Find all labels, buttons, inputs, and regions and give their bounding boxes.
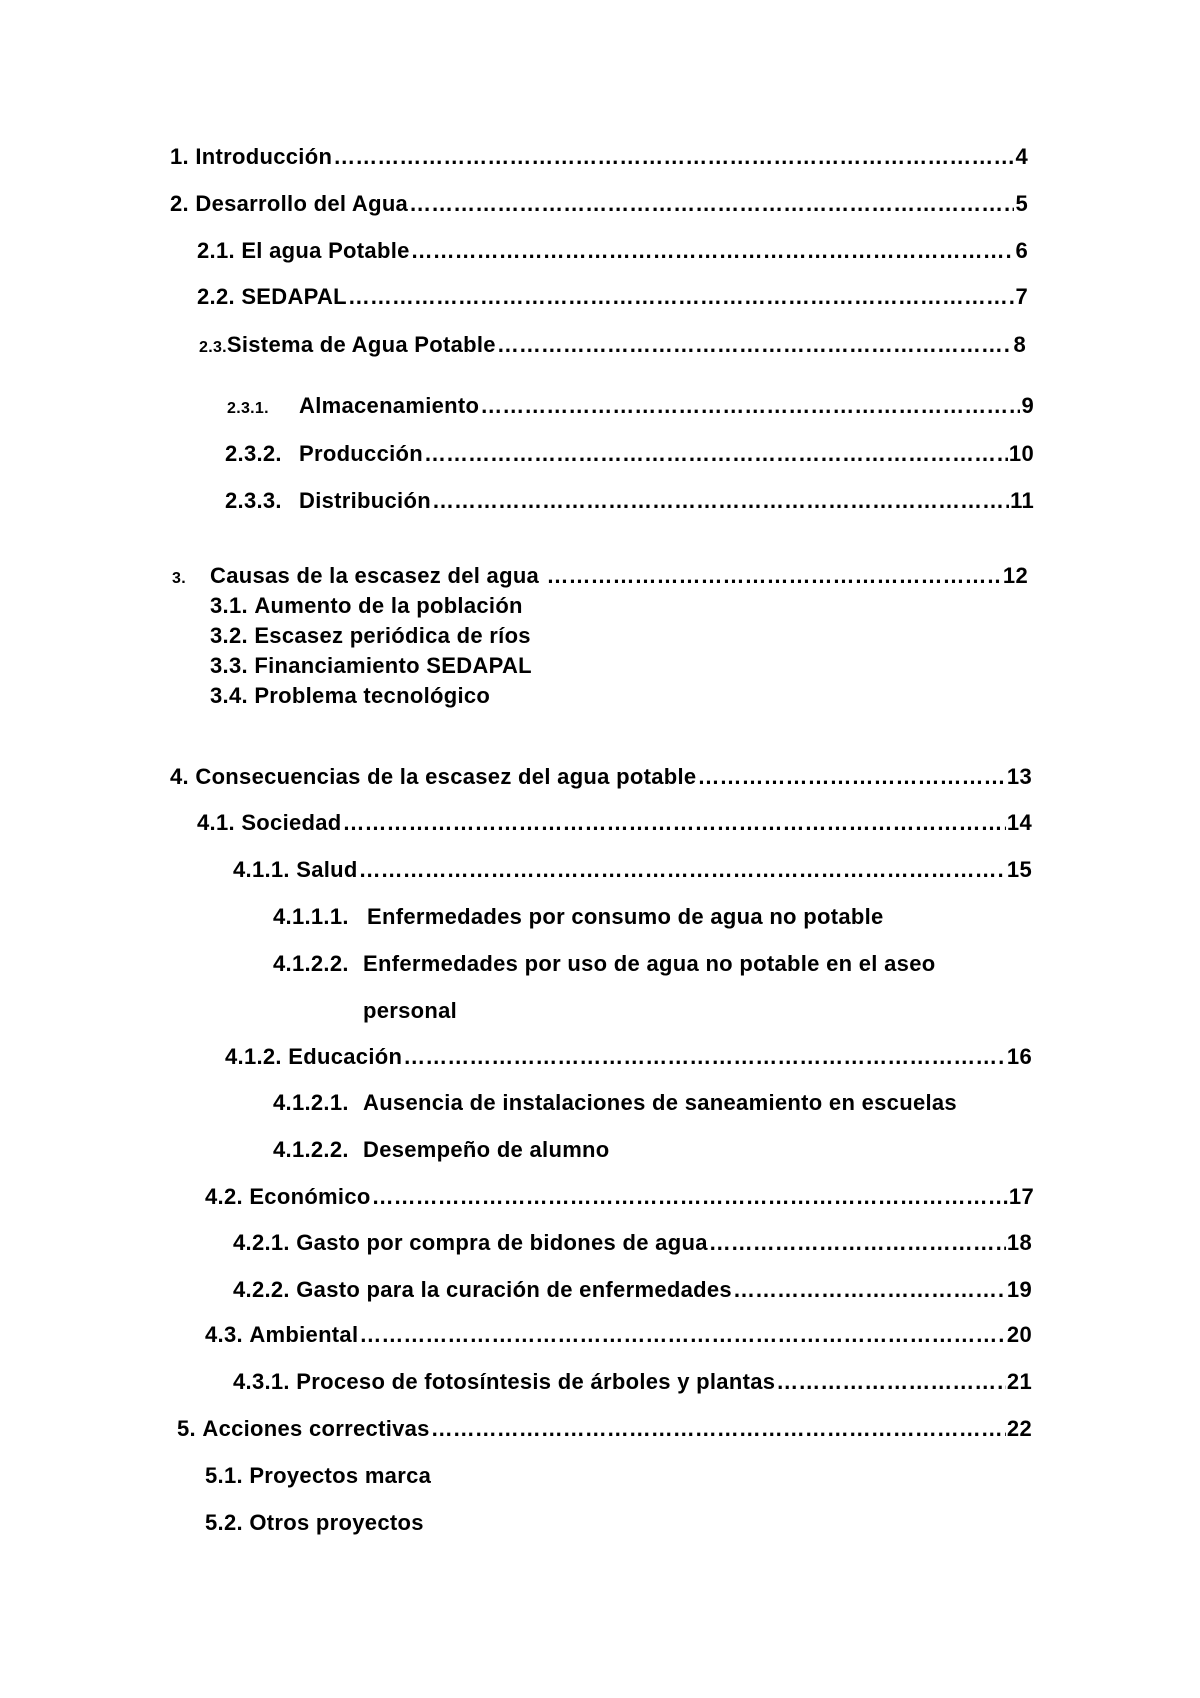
toc-title: Ausencia de instalaciones de saneamiento en escuelas xyxy=(363,1090,957,1115)
dot-leader xyxy=(432,487,1009,515)
toc-number: 3.2. xyxy=(210,623,248,648)
toc-number: 2.1. xyxy=(197,238,235,263)
toc-page-number: 8 xyxy=(1013,332,1026,357)
toc-number: 5. xyxy=(177,1416,196,1441)
toc-entry-4-1-1 xyxy=(233,856,1032,884)
toc-entry-2-3 xyxy=(199,331,1026,362)
toc-entry-4-1-2-1 xyxy=(273,1089,1053,1117)
toc-entry-4-1 xyxy=(197,809,1032,837)
toc-number: 2.3.2. xyxy=(225,441,282,466)
dot-leader xyxy=(497,331,1013,359)
toc-page-number: 17 xyxy=(1008,1184,1034,1209)
toc-number: 2. xyxy=(170,191,189,216)
toc-entry-2-3-3 xyxy=(225,487,1034,515)
toc-page-number: 7 xyxy=(1015,284,1028,309)
dot-leader xyxy=(359,1321,1006,1349)
toc-number: 2.3.3. xyxy=(225,488,282,513)
toc-entry-4-1-2 xyxy=(225,1043,1032,1071)
toc-title: Económico xyxy=(249,1184,371,1209)
toc-page-number: 10 xyxy=(1008,441,1034,466)
toc-entry-3-2 xyxy=(210,622,910,650)
toc-entry-5-1 xyxy=(205,1462,805,1490)
dot-leader xyxy=(333,143,1014,171)
toc-page-number: 6 xyxy=(1015,238,1028,263)
toc-page-number: 14 xyxy=(1006,810,1032,835)
dot-leader xyxy=(480,392,1020,420)
toc-title: Escasez periódica de ríos xyxy=(254,623,531,648)
toc-entry-3 xyxy=(172,562,1028,593)
toc-title: Gasto por compra de bidones de agua xyxy=(296,1230,708,1255)
toc-number: 3. xyxy=(172,570,186,587)
toc-number: 3.3. xyxy=(210,653,248,678)
dot-leader xyxy=(776,1368,1006,1396)
toc-number: 4.1. xyxy=(197,810,235,835)
toc-title: Enfermedades por consumo de agua no potable xyxy=(367,904,884,929)
toc-number: 4.1.2.2. xyxy=(273,951,349,976)
toc-entry-2-3-1 xyxy=(227,392,1034,423)
toc-number: 4. xyxy=(170,764,189,789)
toc-title: Acciones correctivas xyxy=(202,1416,430,1441)
toc-title: Enfermedades por uso de agua no potable en el aseo xyxy=(363,951,936,976)
dot-leader xyxy=(403,1043,1006,1071)
toc-page-number: 12 xyxy=(1002,563,1028,588)
toc-number: 5.2. xyxy=(205,1510,243,1535)
toc-title: Problema tecnológico xyxy=(254,683,491,708)
toc-number: 4.2. xyxy=(205,1184,243,1209)
toc-number: 3.1. xyxy=(210,593,248,618)
toc-page-number: 13 xyxy=(1006,764,1032,789)
toc-title: Gasto para la curación de enfermedades xyxy=(296,1277,732,1302)
toc-number: 5.1. xyxy=(205,1463,243,1488)
dot-leader xyxy=(733,1276,1006,1304)
toc-entry-2-2 xyxy=(197,283,1028,311)
toc-title: Causas de la escasez del agua xyxy=(210,563,540,588)
toc-title: Educación xyxy=(288,1044,403,1069)
toc-number: 4.1.2.2. xyxy=(273,1137,349,1162)
toc-title: Salud xyxy=(296,857,358,882)
toc-page-number: 9 xyxy=(1021,393,1034,418)
toc-entry-4-1-2-2a xyxy=(273,950,1033,978)
toc-number: 2.2. xyxy=(197,284,235,309)
toc-title: Financiamiento SEDAPAL xyxy=(254,653,532,678)
dot-leader xyxy=(359,856,1006,884)
toc-page-number: 21 xyxy=(1006,1369,1032,1394)
toc-entry-2-1 xyxy=(197,237,1028,265)
toc-title: Desempeño de alumno xyxy=(363,1137,610,1162)
toc-number: 4.1.1.1. xyxy=(273,904,349,929)
toc-entry-2 xyxy=(170,190,1028,218)
toc-number: 4.3.1. xyxy=(233,1369,290,1394)
toc-page-number: 15 xyxy=(1006,857,1032,882)
toc-entry-4-2-2 xyxy=(233,1276,1032,1304)
dot-leader xyxy=(697,763,1005,791)
dot-leader xyxy=(547,562,1002,590)
toc-page-number: 16 xyxy=(1006,1044,1032,1069)
toc-number: 4.2.1. xyxy=(233,1230,290,1255)
toc-entry-4-2-1 xyxy=(233,1229,1032,1257)
toc-entry-4-1-1-1 xyxy=(273,903,1033,931)
toc-title: Aumento de la población xyxy=(254,593,523,618)
dot-leader xyxy=(431,1415,1006,1443)
toc-entry-4-3-1 xyxy=(233,1368,1032,1396)
toc-title-continuation: personal xyxy=(363,998,458,1023)
toc-title: SEDAPAL xyxy=(241,284,347,309)
toc-title: El agua Potable xyxy=(241,238,410,263)
toc-number: 4.3. xyxy=(205,1322,243,1347)
toc-entry-3-1 xyxy=(210,592,910,620)
toc-title: Consecuencias de la escasez del agua potable xyxy=(195,764,697,789)
toc-page-number: 4 xyxy=(1015,144,1028,169)
toc-page-number: 20 xyxy=(1006,1322,1032,1347)
toc-title: Sistema de Agua Potable xyxy=(226,332,496,357)
dot-leader xyxy=(424,440,1008,468)
toc-entry-2-3-2 xyxy=(225,440,1034,468)
toc-entry-5-2 xyxy=(205,1509,805,1537)
dot-leader xyxy=(409,190,1014,218)
toc-title: Proceso de fotosíntesis de árboles y plantas xyxy=(296,1369,776,1394)
toc-page-number: 11 xyxy=(1010,488,1034,513)
dot-leader xyxy=(372,1183,1008,1211)
toc-title: Proyectos marca xyxy=(249,1463,432,1488)
toc-entry-5 xyxy=(177,1415,1032,1443)
toc-page-number: 19 xyxy=(1006,1277,1032,1302)
toc-entry-4-1-2-2b xyxy=(273,1136,1033,1164)
toc-entry-3-3 xyxy=(210,652,910,680)
dot-leader xyxy=(348,283,1015,311)
toc-page-number: 22 xyxy=(1006,1416,1032,1441)
toc-number: 1. xyxy=(170,144,189,169)
toc-entry-1 xyxy=(170,143,1028,171)
toc-entry-4-3 xyxy=(205,1321,1032,1349)
toc-entry-4-2 xyxy=(205,1183,1034,1211)
toc-title: Sociedad xyxy=(241,810,342,835)
toc-title: Distribución xyxy=(299,488,431,513)
toc-page-number: 5 xyxy=(1015,191,1028,216)
toc-number: 3.4. xyxy=(210,683,248,708)
toc-number: 4.1.2.1. xyxy=(273,1090,349,1115)
dot-leader xyxy=(709,1229,1006,1257)
toc-entry-4 xyxy=(170,763,1032,791)
toc-title: Producción xyxy=(299,441,424,466)
toc-entry-3-4 xyxy=(210,682,910,710)
toc-page-number: 18 xyxy=(1006,1230,1032,1255)
toc-title: Otros proyectos xyxy=(249,1510,424,1535)
toc-title: Desarrollo del Agua xyxy=(195,191,409,216)
toc-number: 4.1.1. xyxy=(233,857,290,882)
dot-leader xyxy=(411,237,1015,265)
dot-leader xyxy=(343,809,1006,837)
toc-number: 4.2.2. xyxy=(233,1277,290,1302)
toc-number: 2.3.1. xyxy=(227,400,269,417)
toc-title: Ambiental xyxy=(249,1322,359,1347)
toc-title: Almacenamiento xyxy=(299,393,480,418)
toc-number: 2.3. xyxy=(199,339,227,356)
toc-number: 4.1.2. xyxy=(225,1044,282,1069)
toc-title: Introducción xyxy=(195,144,333,169)
